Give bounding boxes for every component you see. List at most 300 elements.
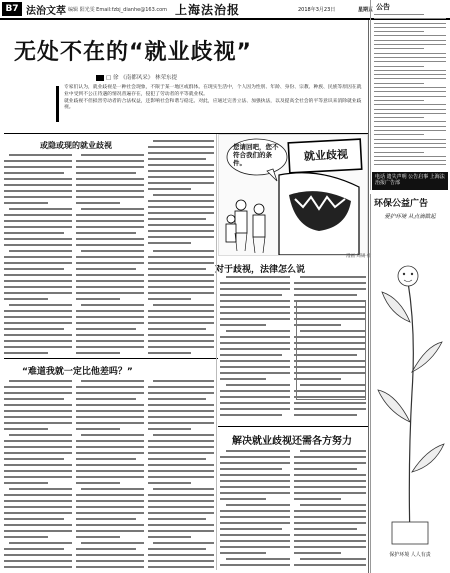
text-line [148,446,214,448]
subhead-2: “难道我就一定比他差吗？” [22,367,133,377]
text-line [294,510,366,512]
text-line [148,182,214,184]
text-line [220,372,290,374]
text-line [294,498,341,500]
text-line [148,188,191,190]
text-line [76,464,144,466]
text-line [4,232,64,234]
text-line [220,498,266,500]
notice-line [374,100,424,101]
text-line [294,546,366,548]
text-line [76,160,144,162]
text-line [4,214,72,216]
text-line [220,480,290,482]
text-line [148,164,214,166]
text-column [4,380,72,570]
text-line [4,554,72,556]
text-line [148,428,191,430]
text-line [4,274,72,276]
text-line [81,542,144,544]
text-line [76,470,144,472]
text-line [148,440,214,442]
notice-line [374,70,446,71]
text-line [9,380,72,382]
text-line [226,558,290,560]
notice-line [374,48,424,49]
text-line [220,366,290,368]
notice-line [374,87,446,88]
page-number: B7 [2,2,22,16]
text-line [76,566,144,568]
text-line [148,404,214,406]
text-line [226,384,290,386]
text-line [220,564,290,566]
text-line [4,392,72,394]
text-line [294,474,366,476]
notice-line [374,156,446,157]
text-line [294,402,366,404]
text-line [148,334,214,336]
text-line [220,348,290,350]
text-line [4,410,72,412]
text-line [76,238,144,240]
text-line [294,540,366,542]
public-ad-title: 环保公益广告 [374,199,429,209]
text-line [76,310,144,312]
text-line [76,506,144,508]
text-line [220,546,290,548]
notice-lines [374,14,446,174]
text-line [4,262,72,264]
text-line [220,456,290,458]
notice-line [374,74,446,75]
notice-line [374,117,424,118]
text-line [76,190,144,192]
text-line [148,224,214,226]
notice-line [374,91,446,92]
text-line [220,396,290,398]
text-line [148,274,214,276]
text-line [300,276,366,278]
text-line [81,434,144,436]
text-line [300,558,366,560]
text-line [76,530,144,532]
text-line [4,416,72,418]
text-line [294,486,366,488]
text-line [148,524,214,526]
text-line [148,158,206,160]
text-line [220,342,290,344]
text-line [76,232,136,234]
text-line [220,414,282,416]
text-line [4,346,72,348]
subhead-4: 解决就业歧视还需各方努力 [232,436,352,447]
text-line [294,288,366,290]
text-line [226,276,290,278]
subhead-3: 对于歧视，法律怎么说 [215,265,306,275]
text-line [76,494,144,496]
text-line [76,446,144,448]
text-line [220,462,290,464]
text-line [4,298,48,300]
text-line [148,506,214,508]
text-line [148,398,206,400]
text-line [153,488,214,490]
article-headline: 无处不在的“就业歧视” [14,40,252,65]
text-line [9,154,72,156]
text-line [4,512,72,514]
text-line [148,328,206,330]
notice-line [374,113,446,114]
text-line [220,552,266,554]
text-line [76,392,144,394]
text-line [300,450,366,452]
text-line [148,512,214,514]
text-line [4,422,72,424]
text-line [220,390,290,392]
text-line [4,334,72,336]
text-line [148,470,214,472]
text-line [148,256,214,258]
text-line [148,170,214,172]
text-line [148,458,206,460]
text-line [81,380,144,382]
text-line [148,268,206,270]
text-line [4,482,48,484]
text-line [4,220,72,222]
notice-line [374,57,446,58]
text-line [294,516,366,518]
text-line [148,212,214,214]
text-line [220,294,282,296]
editor-line: 编辑 阳光雯 Email:fzbj_dianhe@163.com [68,7,168,13]
text-column [76,154,144,248]
notice-line [374,126,446,127]
public-ad-illustration [372,222,448,552]
section-name: 法治文萃 [26,6,66,17]
text-line [76,482,120,484]
text-column [148,140,214,248]
text-line [220,486,290,488]
notice-line [374,139,446,140]
text-line [9,488,72,490]
text-line [4,428,48,430]
text-line [148,476,214,478]
text-line [220,534,290,536]
text-line [153,194,214,196]
text-line [153,434,214,436]
text-line [76,346,144,348]
text-line [76,214,144,216]
text-line [220,318,290,320]
text-line [76,340,144,342]
text-line [148,352,191,354]
notice-line [374,35,446,36]
text-line [4,518,64,520]
text-line [76,328,136,330]
text-line [153,250,214,252]
text-line [294,522,366,524]
text-line [220,336,290,338]
text-line [148,416,214,418]
text-column [148,250,214,356]
text-line [148,262,214,264]
text-line [76,452,144,454]
text-line [148,452,214,454]
text-line [148,566,214,568]
text-line [148,518,206,520]
text-line [148,146,214,148]
text-line [4,166,72,168]
notice-line [374,78,446,79]
text-line [9,250,72,252]
text-line [148,340,214,342]
illustration-caption: 漫画 周锡 作 [346,254,372,259]
text-line [4,328,64,330]
text-line [4,404,72,406]
lead-paragraph: 专家们认为，就业歧视是一种社会现象，不限于某一地区或群体。在现实生活中，个人因为性别、年龄、身份、宗教、种族、民族等原因在就业中受到不公正待遇的情况普遍存在，侵犯了劳动者的平等就业权。 [64,85,362,97]
text-line [76,404,144,406]
text-line [294,294,357,296]
text-line [4,292,72,294]
text-line [148,242,191,244]
text-line [76,244,144,246]
text-column [220,276,290,426]
plant-drawing [372,222,448,552]
text-line [148,286,214,288]
text-line [76,500,144,502]
text-line [76,292,144,294]
text-line [4,226,72,228]
column-rule [216,134,217,570]
text-line [294,408,366,410]
text-line [294,282,366,284]
public-ad-subtitle: 爱护环境 从点滴做起 [384,214,436,220]
byline-mark-icon [96,75,104,81]
text-line [76,184,144,186]
text-line [220,510,290,512]
text-line [76,440,144,442]
text-line [148,310,214,312]
ad-banner: 电话 遗失声明 公告启事 上海法治报广告部 [372,172,448,190]
text-line [220,354,282,356]
text-line [4,202,48,204]
text-line [76,268,136,270]
text-line [76,166,144,168]
text-column [220,450,290,570]
text-line [4,560,72,562]
text-line [76,536,120,538]
text-line [4,464,72,466]
text-line [4,548,64,550]
text-line [153,542,214,544]
bubble-text: 您请回吧，您不符合我们的条件。 [233,143,279,167]
text-line [294,564,366,566]
text-line [4,476,72,478]
text-line [9,208,72,210]
text-line [4,280,72,282]
text-line [76,220,144,222]
text-line [76,256,144,258]
text-line [153,140,214,142]
notice-line [374,23,446,24]
text-column [148,380,214,570]
text-line [76,428,120,430]
text-line [4,440,72,442]
sidebar-rule [368,20,369,573]
text-line [220,492,290,494]
text-line [220,282,290,284]
inset-box [296,300,366,400]
text-line [294,528,357,530]
text-line [220,324,266,326]
cartoon-svg [219,135,368,256]
text-line [4,352,48,354]
text-line [220,516,290,518]
text-line [4,536,48,538]
text-line [148,346,214,348]
public-ad-footer: 保护环境 人人有责 [389,552,431,558]
text-line [148,176,214,178]
text-line [148,152,214,154]
text-line [9,434,72,436]
notice-line [374,40,446,41]
text-line [4,244,72,246]
text-line [81,488,144,490]
text-line [76,298,120,300]
text-line [148,494,214,496]
cartoon-illustration [218,134,368,256]
text-line [148,292,214,294]
text-line [148,236,214,238]
text-line [4,524,72,526]
text-line [294,462,366,464]
notice-line [374,27,446,28]
text-line [148,280,214,282]
text-line [4,458,64,460]
text-column [4,154,72,248]
text-line [220,540,290,542]
notice-line [374,121,446,122]
text-line [76,512,144,514]
text-line [76,416,144,418]
notice-line [374,96,446,97]
text-line [76,316,144,318]
text-line [220,360,290,362]
text-line [220,306,290,308]
text-line [76,398,136,400]
text-line [9,304,72,306]
text-line [148,560,214,562]
text-line [76,196,144,198]
text-line [148,298,191,300]
notice-line [374,14,424,15]
byline [96,73,177,81]
text-line [220,468,282,470]
text-line [220,522,290,524]
text-line [148,464,214,466]
text-line [4,190,72,192]
text-line [148,230,214,232]
notice-line [374,152,424,153]
notice-line [374,160,446,161]
text-column [76,250,144,356]
text-line [76,172,136,174]
text-line [148,322,214,324]
text-line [4,470,72,472]
notice-line [374,164,446,165]
notice-line [374,147,446,148]
text-column [4,250,72,356]
text-line [4,386,72,388]
text-line [300,504,366,506]
text-line [220,288,290,290]
text-line [76,518,136,520]
text-line [4,196,72,198]
text-line [9,542,72,544]
text-line [76,202,120,204]
text-line [76,422,144,424]
text-line [153,304,214,306]
masthead: 上海法治报 [175,3,241,17]
text-line [148,392,214,394]
text-line [76,548,136,550]
text-line [4,238,72,240]
text-line [220,378,266,380]
text-line [76,226,144,228]
text-column [76,380,144,570]
text-line [294,468,357,470]
text-line [220,474,290,476]
text-line [76,554,144,556]
text-line [81,304,144,306]
text-line [4,452,72,454]
text-line [226,450,290,452]
text-line [294,480,366,482]
text-line [4,268,64,270]
text-line [4,446,72,448]
text-line [76,524,144,526]
text-line [76,280,144,282]
text-line [76,386,144,388]
text-line [76,410,144,412]
text-line [148,410,214,412]
text-line [4,322,72,324]
text-line [4,566,72,568]
notice-line [374,104,446,105]
notice-line [374,44,446,45]
text-line [76,476,144,478]
text-line [148,530,214,532]
text-line [4,172,64,174]
issue-weekday: 星期五 [358,7,374,13]
text-line [4,286,72,288]
text-line [4,340,72,342]
text-line [148,200,214,202]
text-line [148,206,214,208]
notice-line [374,130,446,131]
text-line [148,482,191,484]
text-line [81,208,144,210]
text-line [148,218,206,220]
text-line [220,312,290,314]
notice-line [374,66,424,67]
notice-title: 公告 [376,3,390,11]
subhead-1: 或隐或现的就业歧视 [40,141,112,150]
lead-summary [56,85,366,131]
text-line [4,310,72,312]
text-line [148,548,206,550]
